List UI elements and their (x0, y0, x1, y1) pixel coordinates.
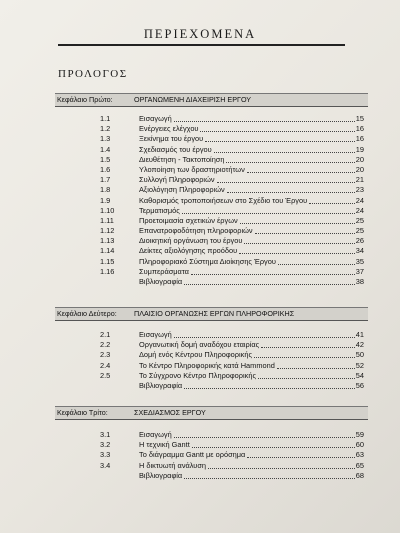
entry-number: 1.12 (100, 226, 115, 236)
chapter-1-section (55, 93, 368, 287)
entry-title: Ξεκίνημα του έργου (139, 134, 204, 144)
entry-page-number: 15 (355, 114, 364, 123)
toc-entry (55, 185, 368, 195)
dot-leader (205, 141, 355, 142)
entry-number: 1.2 (100, 124, 111, 134)
entry-title: Βιβλιογραφία (139, 470, 183, 480)
entry-page-number: 23 (355, 185, 364, 195)
dot-leader (247, 457, 355, 458)
dot-leader (278, 264, 355, 265)
dot-leader (174, 121, 355, 122)
toc-entry (55, 165, 368, 175)
entry-page-number: 59 (355, 430, 364, 439)
toc-entry (55, 350, 368, 360)
entry-number: 3.2 (100, 440, 111, 450)
toc-entry (55, 246, 368, 256)
toc-entry (55, 206, 368, 216)
entry-page-number: 41 (355, 330, 364, 339)
page-title: ΠΕΡΙΕΧΟΜΕΝΑ (143, 27, 257, 41)
prologue-heading: ΠΡΟΛΟΓΟΣ (58, 68, 128, 80)
entry-page-number: 68 (355, 470, 364, 480)
entry-number: 1.11 (100, 215, 114, 225)
toc-entry (55, 175, 368, 185)
entry-title: Ενέργειες ελέγχου (139, 124, 199, 134)
entry-page-number: 65 (355, 460, 364, 470)
toc-entry (55, 145, 368, 155)
entry-page-number: 60 (355, 440, 364, 450)
toc-entry (55, 361, 368, 371)
entry-page-number: 19 (355, 144, 364, 154)
entry-number: 1.5 (100, 154, 111, 164)
dot-leader (258, 378, 355, 379)
entry-title: Συμπεράσματα (139, 266, 189, 276)
toc-entry (55, 267, 368, 277)
dot-leader (208, 468, 355, 469)
entry-title: Τερματισμός (139, 205, 180, 215)
entry-title: Πληροφοριακό Σύστημα Διοίκησης Έργου (139, 256, 276, 266)
entry-title: Το Κέντρο Πληροφορικής κατά Hammond (139, 360, 275, 370)
chapter-3-section (55, 406, 368, 481)
chapter-entries (55, 107, 368, 287)
dot-leader (227, 192, 355, 193)
entry-number: 2.1 (100, 330, 111, 339)
entry-title: Βιβλιογραφία (139, 380, 183, 390)
entry-number: 1.15 (100, 256, 115, 266)
dot-leader (200, 131, 355, 132)
entry-title: Οργανωτική δομή αναδόχου εταιρίας (139, 340, 260, 350)
dot-leader (255, 233, 355, 234)
entry-title: Το διάγραμμα Gantt με ορόσημα (139, 450, 246, 460)
entry-number: 2.4 (100, 360, 111, 370)
entry-title: Υλοποίηση των δραστηριοτήτων (139, 164, 245, 174)
toc-entry (55, 440, 368, 450)
toc-entry (55, 450, 368, 460)
entry-title: Αξιολόγηση Πληροφοριών (139, 185, 225, 195)
entry-title: Διευθέτηση - Τακτοποίηση (139, 154, 225, 164)
entry-title: Εισαγωγή (139, 114, 172, 123)
entry-page-number: 20 (355, 164, 364, 174)
dot-leader (174, 337, 355, 338)
chapter-title: ΣΧΕΔΙΑΣΜΟΣ ΕΡΓΟΥ (134, 408, 206, 417)
toc-entry (55, 114, 368, 124)
dot-leader (254, 357, 355, 358)
entry-number: 1.1 (100, 114, 111, 123)
entry-title: Η δικτυωτή ανάλυση (139, 460, 207, 470)
chapter-header (55, 406, 368, 420)
dot-leader (277, 368, 355, 369)
toc-entry (55, 257, 368, 267)
entry-title: Καθορισμός τροποποιήσεων στο Σχέδιο του Έργου (139, 195, 308, 205)
entry-page-number: 42 (355, 340, 364, 350)
entry-page-number: 56 (355, 380, 364, 390)
entry-page-number: 20 (355, 154, 364, 164)
title-rule (58, 44, 345, 46)
entry-page-number: 26 (355, 236, 364, 246)
toc-entry (55, 340, 368, 350)
entry-title: Σχεδιασμός του έργου (139, 144, 212, 154)
dot-leader (182, 213, 355, 214)
dot-leader (309, 203, 355, 204)
entry-number: 1.13 (100, 236, 115, 246)
entry-title: Επανατροφοδότηση πληροφοριών (139, 226, 253, 236)
chapter-label: Κεφάλαιο Τρίτο: (57, 408, 108, 417)
entry-title: Δείκτες αξιολόγησης προόδου (139, 246, 238, 256)
entry-page-number: 35 (355, 256, 364, 266)
toc-entry (55, 124, 368, 134)
chapter-label: Κεφάλαιο Δεύτερο: (57, 309, 117, 318)
entry-number: 1.7 (100, 175, 111, 185)
entry-title: Η τεχνική Gantt (139, 440, 190, 450)
toc-entry (55, 226, 368, 236)
dot-leader (184, 478, 355, 479)
entry-number: 1.3 (100, 134, 111, 144)
dot-leader (191, 274, 355, 275)
entry-page-number: 21 (355, 175, 364, 185)
entry-number: 1.9 (100, 195, 111, 205)
toc-entry (55, 216, 368, 226)
entry-page-number: 16 (355, 124, 364, 134)
entry-title: Διοικητική οργάνωση του έργου (139, 236, 243, 246)
entry-page-number: 54 (355, 370, 364, 380)
entry-title: Βιβλιογραφία (139, 277, 183, 286)
entry-number: 3.4 (100, 460, 111, 470)
entry-title: Εισαγωγή (139, 330, 172, 339)
chapter-header (55, 93, 368, 107)
dot-leader (214, 152, 355, 153)
dot-leader (174, 437, 355, 438)
entry-title: Εισαγωγή (139, 430, 172, 439)
dot-leader (184, 388, 355, 389)
toc-entry (55, 134, 368, 144)
entry-title: Το Σύγχρονο Κέντρο Πληροφορικής (139, 370, 257, 380)
entry-title: Δομή ενός Κέντρου Πληροφορικής (139, 350, 253, 360)
toc-entry (55, 277, 368, 287)
toc-entry (55, 236, 368, 246)
entry-title: Προετοιμασία σχετικών έργων (139, 215, 238, 225)
dot-leader (226, 162, 355, 163)
entry-number: 1.6 (100, 164, 111, 174)
dot-leader (240, 223, 355, 224)
dot-leader (184, 284, 355, 285)
entry-page-number: 25 (355, 215, 364, 225)
entry-number: 2.2 (100, 340, 111, 350)
toc-entry (55, 471, 368, 481)
dot-leader (244, 243, 355, 244)
entry-page-number: 34 (355, 246, 364, 256)
entry-page-number: 52 (355, 360, 364, 370)
dot-leader (247, 172, 355, 173)
entry-number: 1.8 (100, 185, 111, 195)
toc-entry (55, 381, 368, 391)
entry-page-number: 25 (355, 226, 364, 236)
entry-page-number: 24 (355, 205, 364, 215)
entry-page-number: 50 (355, 350, 364, 360)
entry-number: 3.1 (100, 430, 111, 439)
dot-leader (217, 182, 355, 183)
toc-entry (55, 330, 368, 340)
entry-number: 1.16 (100, 266, 115, 276)
dot-leader (192, 447, 355, 448)
toc-entry (55, 430, 368, 440)
toc-entry (55, 461, 368, 471)
chapter-entries (55, 321, 368, 391)
entry-page-number: 37 (355, 266, 364, 276)
entry-page-number: 38 (355, 277, 364, 286)
entry-number: 2.3 (100, 350, 111, 360)
entry-number: 2.5 (100, 370, 111, 380)
chapter-title: ΠΛΑΙΣΙΟ ΟΡΓΑΝΩΣΗΣ ΕΡΓΩΝ ΠΛΗΡΟΦΟΡΙΚΗΣ (134, 309, 295, 318)
dot-leader (261, 347, 355, 348)
entry-number: 1.14 (100, 246, 115, 256)
toc-entry (55, 155, 368, 165)
chapter-entries (55, 420, 368, 481)
toc-entry (55, 371, 368, 381)
dot-leader (239, 253, 355, 254)
toc-entry (55, 196, 368, 206)
entry-title: Συλλογή Πληροφοριών (139, 175, 215, 185)
chapter-header (55, 307, 368, 321)
chapter-2-section (55, 307, 368, 391)
chapter-label: Κεφάλαιο Πρώτο: (57, 95, 113, 104)
entry-number: 1.10 (100, 205, 115, 215)
entry-page-number: 16 (355, 134, 364, 144)
entry-number: 3.3 (100, 450, 111, 460)
entry-number: 1.4 (100, 144, 111, 154)
entry-page-number: 63 (355, 450, 364, 460)
chapter-title: ΟΡΓΑΝΩΜΕΝΗ ΔΙΑΧΕΙΡΙΣΗ ΕΡΓΟΥ (134, 95, 252, 104)
entry-page-number: 24 (355, 195, 364, 205)
